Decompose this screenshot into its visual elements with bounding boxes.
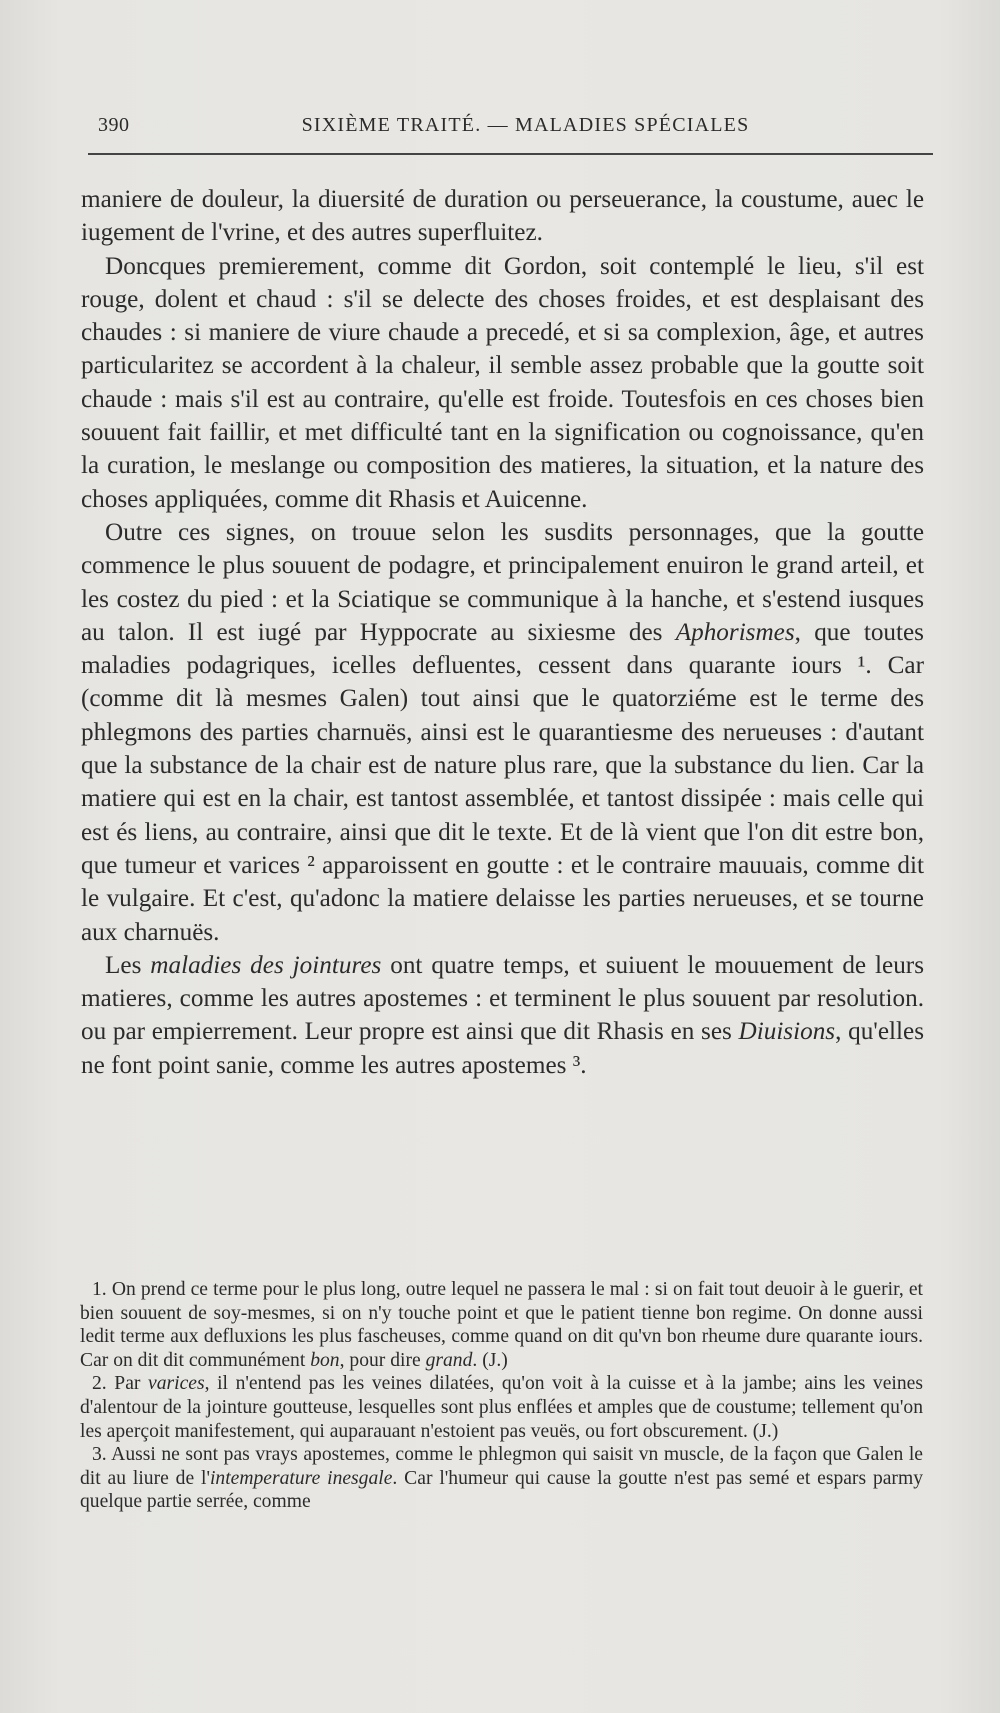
footnote-2-text-a: 2. Par [92,1373,149,1395]
page-header [92,110,929,142]
footnote-2-text-b: , il n'entend pas les veines dilatées, qu'on voit à la cuisse et à la jambe; ains les veines d'alentour de la jointure goutteuse, lesquelles sont plus enflées et amples que de coustume; tellement qu'on les aperçoit manifestement, qui auparauant n'estoient pas veuës, ou fort obscurement. (J.) [80,1373,923,1442]
paragraph-3-text-b: , que toutes maladies podagriques, icelles defluentes, cessent dans quarante iours ¹. Car (comme dit là mesmes Galen) tout ainsi que le quatorziéme est le terme des phlegmons des parties charnuës, ainsi est le quarantiesme des nerueuses : d'autant que la substance de la chair est de nature plus rare, que la substance du lien. Car la matiere qui est en la chair, est tantost assemblée, et tantost dissipée : mais celle qui est és liens, au contraire, ainsi que dit le texte. Et de là vient que l'on dit estre bon, que tumeur et varices ² apparoissent en goutte : et le contraire mauuais, comme dit le vulgaire. Et c'est, qu'adonc la matiere delaisse les parties nerueuses, et se tourne aux charnuës. [81,618,924,946]
footnote-1-italic-grand: grand [425,1349,473,1371]
paragraph-4-text-c: , qu'elles ne font point sanie, comme les autres apostemes ³. [81,1018,924,1079]
footnote-3-text-b: . Car l'humeur qui cause la goutte n'est pas semé et espars parmy quelque partie serrée, comme [80,1467,923,1513]
maladies-jointures-term: maladies des jointures [150,951,382,979]
page-number: 390 [98,114,130,136]
header-rule [88,153,933,155]
paragraph-3 [81,516,924,949]
footnotes [80,1278,923,1514]
footnote-1-text-a: 1. On prend ce terme pour le plus long, outre lequel ne passera le mal : si on fait tout deuoir à le guerir, et bien souuent de soy-mesmes, si on n'y touche point et que le patient tienne bon regime. On donne aussi ledit terme aux defluxions les plus fascheuses, comme quand on dit qu'vn bon rheume dure quarante iours. Car on dit dit communément [80,1279,923,1371]
footnote-1-italic-bon: bon [310,1349,340,1371]
running-head: SIXIÈME TRAITÉ. — MALADIES SPÉCIALES [301,114,750,136]
diuisions-title: Diuisions [738,1018,836,1046]
paragraph-2: Doncques premierement, comme dit Gordon, soit contemplé le lieu, s'il est rouge, dolent et chaud : s'il se delecte des choses froides, et est desplaisant des chaudes : si maniere de viure chaude a precedé, et si sa complexion, âge, et autres particularitez se accordent à la chaleur, il semble assez probable que la goutte soit chaude : mais s'il est au contraire, qu'elle est froide. Toutesfois en ces choses bien souuent fait faillir, et met difficulté tant en la signification ou cognoissance, qu'en la curation, le meslange ou composition des matieres, la situation, et la nature des choses appliquées, comme dit Rhasis et Auicenne. [81,252,924,513]
paragraph-1: maniere de douleur, la diuersité de duration ou perseuerance, la coustume, auec le iugement de l'vrine, et des autres superfluitez. [81,186,924,247]
footnote-1-text-c: . (J.) [472,1349,508,1371]
paragraph-3-text-a: Outre ces signes, on trouue selon les susdits personnages, que la goutte commence le plus souuent de podagre, et principalement enuiron le grand arteil, et les costez du pied : et la Sciatique se communique à la hanche, et s'estend iusques au talon. Il est iugé par Hyppocrate au sixiesme des [81,518,924,646]
footnote-3-text-a: 3. Aussi ne sont pas vrays apostemes, comme le phlegmon qui saisit vn muscle, de la façon que Galen le dit au liure de l' [80,1444,923,1489]
paragraph-4 [81,949,924,1082]
footnote-2-italic-varices: varices [148,1373,205,1395]
footnote-1-text-b: , pour dire [339,1349,426,1371]
paragraph-4-text-a: Les [105,951,151,979]
aphorismes-title: Aphorismes [675,618,795,646]
footnote-2 [80,1372,923,1443]
main-text [81,183,924,1082]
footnote-3-italic-title: intemperature inesgale [209,1467,393,1489]
footnote-3 [80,1443,923,1514]
paragraph-4-text-b: ont quatre temps, et suiuent le mouuement de leurs matieres, comme les autres apostemes : et terminent le plus souuent par resolution. ou par empierrement. Leur propre est ainsi que dit Rhasis en ses [81,951,924,1046]
footnote-1 [80,1278,923,1372]
